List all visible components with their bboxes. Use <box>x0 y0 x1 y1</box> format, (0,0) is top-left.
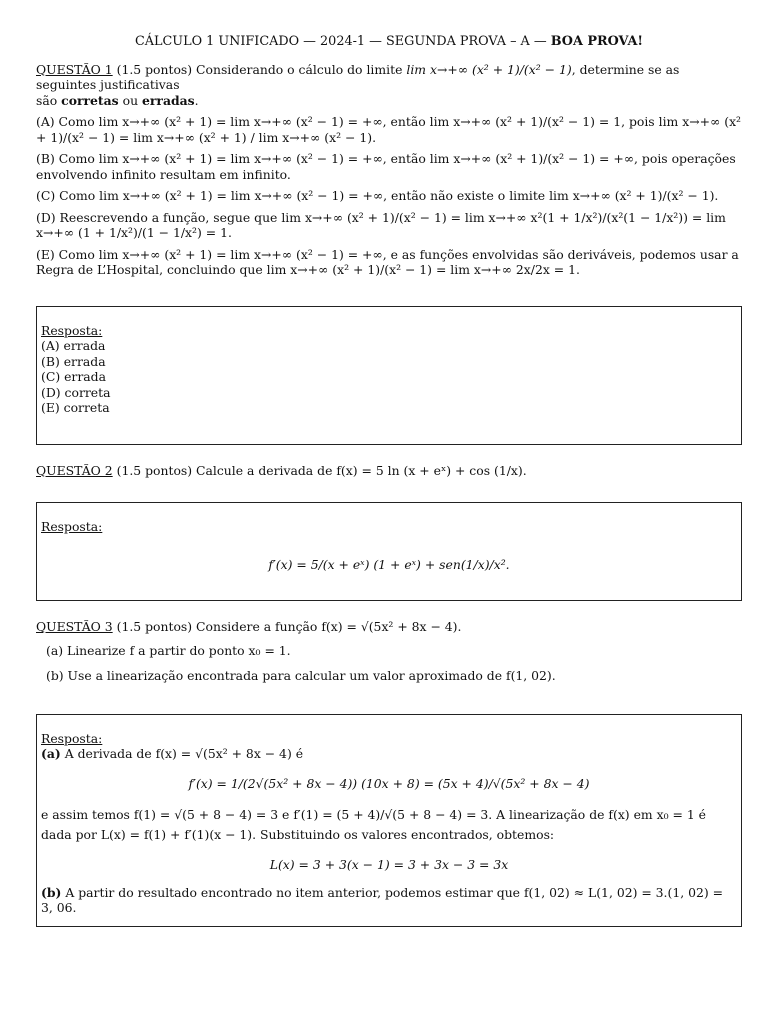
q1-corretas: corretas <box>61 92 119 108</box>
q3-a-intro: A derivada de f(x) = √(5x² + 8x − 4) é <box>64 746 304 762</box>
q3-b-label: (b) <box>41 884 62 900</box>
q2-answer: f′(x) = 5/(x + eˣ) (1 + eˣ) + sen(1/x)/x². <box>268 556 510 572</box>
q1-limit-expr: lim x→+∞ (x² + 1)/(x² − 1) <box>406 61 572 77</box>
question-3 <box>36 619 742 926</box>
q3-a-result: L(x) = 3 + 3(x − 1) = 3 + 3x − 3 = 3x <box>269 857 509 873</box>
q3-a-label: (a) <box>41 746 61 762</box>
q3-parts <box>36 643 742 684</box>
q3-a-values: e assim temos f(1) = √(5 + 8 − 4) = 3 e f′(1) = (5 + 4)/√(5 + 8 − 4) = 3. A linearização de f(x) em x₀ = 1 é dada por L(x) = f(1) + f′(1)(x − 1). Substituindo os valores encontrados, obtemos: <box>41 807 706 843</box>
q1-item-e: (E) Como lim x→+∞ (x² + 1) = lim x→+∞ (x² − 1) = +∞, e as funções envolvidas são deriváveis, podemos usar a Regra de L’Hospital, concluindo que lim x→+∞ (x² + 1)/(x² − 1) = lim x→+∞ 2x/2x = 1. <box>36 246 739 278</box>
q2-statement <box>36 463 742 479</box>
q3-part-a: (a) Linearize f a partir do ponto x₀ = 1. <box>46 642 291 658</box>
q1-label: QUESTÃO 1 <box>36 61 113 77</box>
q1-points: (1.5 pontos) Considerando o cálculo do limite <box>116 61 403 77</box>
q1-item-b: (B) Como lim x→+∞ (x² + 1) = lim x→+∞ (x² − 1) = +∞, então lim x→+∞ (x² + 1)/(x² − 1) = +∞, pois operações envolvendo infinito resultam em infinito. <box>36 151 736 182</box>
q1-ou: ou <box>122 92 139 108</box>
q1-answer-label: Resposta: <box>41 322 103 338</box>
q1-answer-b: (B) errada <box>41 353 106 369</box>
q2-text: (1.5 pontos) Calcule a derivada de f(x) = 5 ln (x + eˣ) + cos (1/x). <box>116 462 527 478</box>
q1-answer-c: (C) errada <box>41 369 106 385</box>
exam-cheer: BOA PROVA! <box>550 34 643 49</box>
q1-erradas: erradas <box>142 92 195 108</box>
q1-rest: , determine se as seguintes justificativas <box>36 61 680 93</box>
q3-b-text: A partir do resultado encontrado no item anterior, podemos estimar que f(1, 02) ≈ L(1, 02) = 3.(1, 02) = 3, 06. <box>41 884 724 916</box>
q3-a-derivative: f′(x) = 1/(2√(5x² + 8x − 4)) (10x + 8) = (5x + 4)/√(5x² + 8x − 4) <box>188 775 590 791</box>
q1-item-a: (A) Como lim x→+∞ (x² + 1) = lim x→+∞ (x² − 1) = +∞, então lim x→+∞ (x² + 1)/(x² − 1) = 1, pois lim x→+∞ (x² + 1)/(x² − 1) = lim x→+∞ (x² + 1) / lim x→+∞ (x² − 1). <box>36 114 742 145</box>
q3-answer-box <box>36 714 742 927</box>
exam-header <box>36 34 742 50</box>
q1-statement-line2: são corretas ou erradas. <box>36 92 199 108</box>
q1-answer-a: (A) errada <box>41 338 106 354</box>
q3-text: (1.5 pontos) Considere a função f(x) = √(5x² + 8x − 4). <box>116 619 462 635</box>
question-1 <box>36 62 742 445</box>
q1-answer-e: (E) correta <box>41 400 110 416</box>
q1-item-d: (D) Reescrevendo a função, segue que lim x→+∞ (x² + 1)/(x² − 1) = lim x→+∞ x²(1 + 1/x²)/(x²(1 − 1/x²)) = lim x→+∞ (1 + 1/x²)/(1 − 1/x²) = 1. <box>36 209 726 241</box>
q1-statement <box>36 62 742 93</box>
q1-answer-box <box>36 306 742 445</box>
q3-label: QUESTÃO 3 <box>36 619 113 635</box>
q3-a-intro-line <box>41 746 737 762</box>
question-2 <box>36 463 742 602</box>
q2-answer-box <box>36 502 742 601</box>
q1-item-c: (C) Como lim x→+∞ (x² + 1) = lim x→+∞ (x² − 1) = +∞, então não existe o limite lim x→+∞ (x² + 1)/(x² − 1). <box>36 188 719 204</box>
q2-label: QUESTÃO 2 <box>36 462 113 478</box>
q2-answer-label: Resposta: <box>41 519 103 535</box>
exam-title: CÁLCULO 1 UNIFICADO — 2024-1 — SEGUNDA PROVA – A — <box>134 34 547 49</box>
q3-part-b: (b) Use a linearização encontrada para calcular um valor aproximado de f(1, 02). <box>46 668 556 684</box>
q1-sao: são <box>36 92 58 108</box>
q3-answer-label: Resposta: <box>41 730 103 746</box>
q3-statement <box>36 619 742 635</box>
q1-answer-d: (D) correta <box>41 384 111 400</box>
q3-b-line <box>41 885 737 916</box>
exam-page <box>36 34 742 945</box>
